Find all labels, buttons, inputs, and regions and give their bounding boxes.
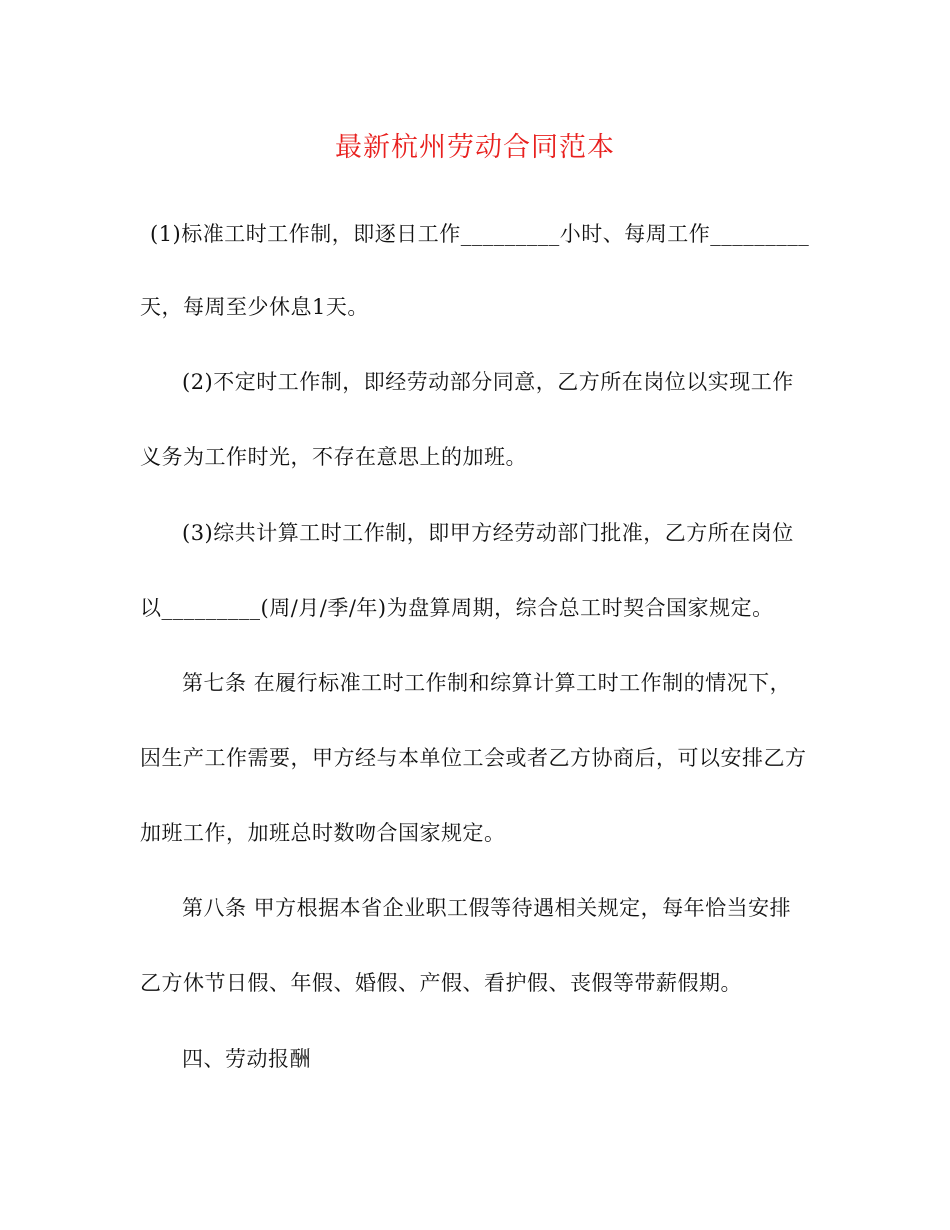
paragraph-line-5: (3)综共计算工时工作制，即甲方经劳动部门批准，乙方所在岗位 [182, 521, 794, 545]
paragraph-line-8: 因生产工作需要，甲方经与本单位工会或者乙方协商后，可以安排乙方 [140, 746, 807, 770]
paragraph-line-7: 第七条 在履行标准工时工作制和综算计算工时工作制的情况下， [182, 671, 792, 695]
paragraph-line-3: (2)不定时工作制，即经劳动部分同意，乙方所在岗位以实现工作 [182, 370, 794, 394]
paragraph-line-10: 第八条 甲方根据本省企业职工假等待遇相关规定，每年恰当安排 [182, 896, 792, 920]
paragraph-line-4: 义务为工作时光，不存在意思上的加班。 [140, 445, 527, 469]
paragraph-line-2: 天，每周至少休息1天。 [140, 295, 369, 319]
section-heading: 四、劳动报酬 [182, 1047, 311, 1071]
paragraph-line-9: 加班工作，加班总时数吻合国家规定。 [140, 821, 506, 845]
document-title: 最新杭州劳动合同范本 [335, 132, 615, 163]
paragraph-line-6: 以_________(周/月/季/年)为盘算周期，综合总工时契合国家规定。 [140, 596, 774, 620]
paragraph-line-1: (1)标准工时工作制，即逐日工作_________小时、每周工作_________ [150, 222, 810, 246]
paragraph-line-11: 乙方休节日假、年假、婚假、产假、看护假、丧假等带薪假期。 [140, 971, 742, 995]
